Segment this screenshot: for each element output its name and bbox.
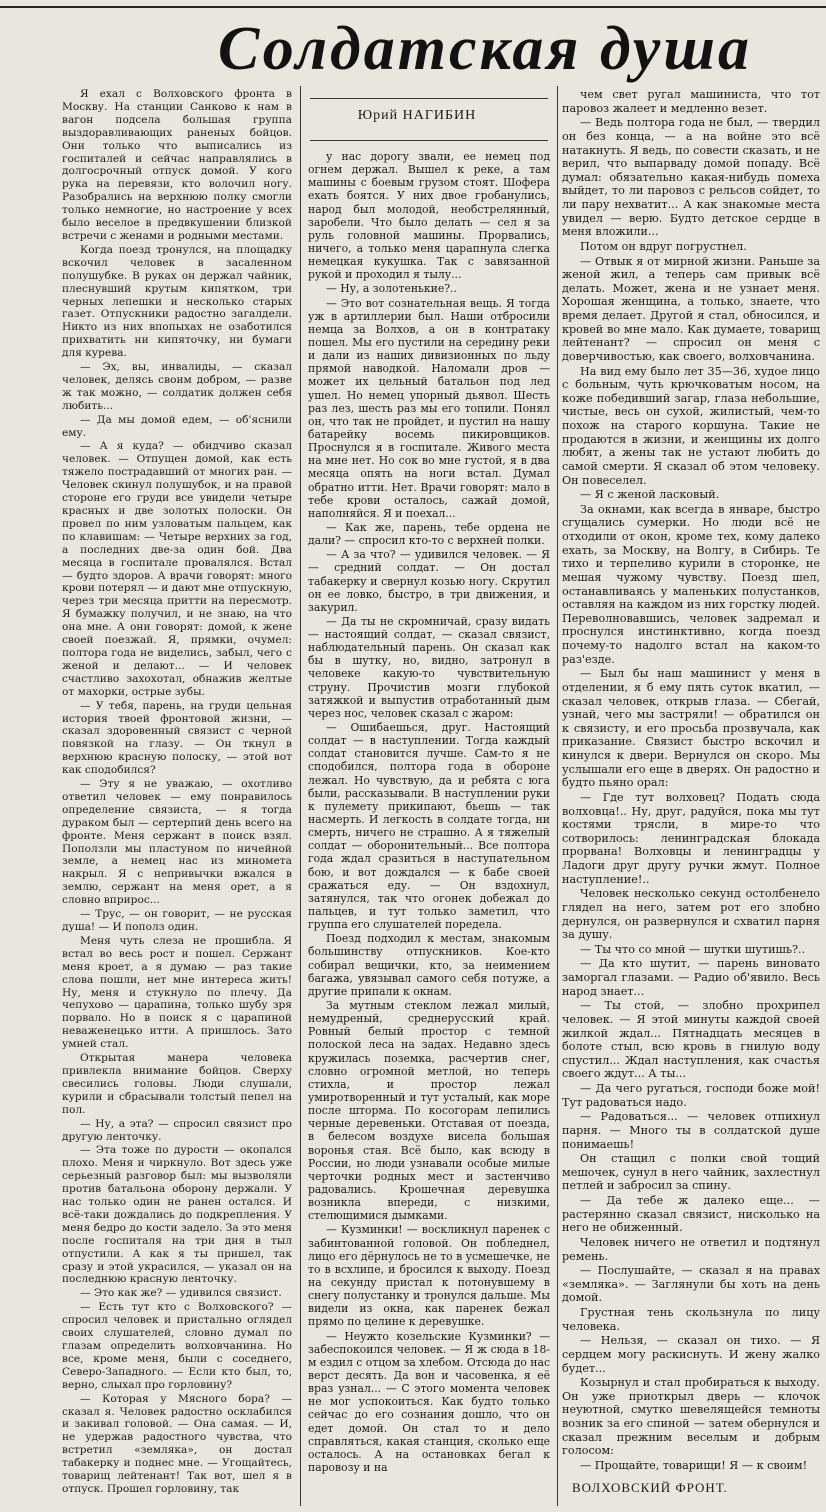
paragraph: — Ведь полтора года не был, — твердил он без конца, — а на войне это всё натакнуть. Я ведь, по совести сказать, и не верил, что выпарваду домой попаду. Всё думал: обязательно какая-нибудь помеха выйдет, то ли паровоз с рельсов сойдет, то ли пару нехватит... А как знакомые места увидел — верю. Будто детское сердце в меня вложили... xyxy=(562,116,820,239)
paragraph: — Где тут волховец? Подать сюда волховца!.. Ну, друг, радуйся, пока мы тут костями трясли, в мире-то что сотворилось: ленинградская блокада прорвана! Волховцы и ленинградцы у Ладоги друг другу ручки жмут. Полное наступление!.. xyxy=(562,790,820,886)
paragraph: — У тебя, парень, на груди цельная история твоей фронтовой жизни, — сказал здоровенный связист с черной повязкой на глазу. — Он ткнул в верхнюю красную полоску, — этой вот как сподобился? xyxy=(62,699,292,777)
paragraph: — Которая у Мясного бора? — сказал я. Человек радостно осклабился и закивал головой. — Она самая. — И, не удержав радостного чувства, что встретил «земляка», он достал табакерку и поднес мне. — Угощайтесь, товарищ лейтенант! Так вот, шел я в отпуск. Прошел горловину, так xyxy=(62,1392,292,1495)
paragraph: За окнами, как всегда в январе, быстро сгущались сумерки. Но люди всё не отходили от окон, кроме тех, кому далеко ехать, за Москву, на Волгу, в Сибирь. Те тихо и терпеливо курили в сторонке, не мешая чужому чувству. Поезд шел, останавливаясь у маленьких полустанков, оставляя на каждом из них горстку людей. Переволновавшись, человек задремал и проснулся инстинктивно, когда поезд почему-то надолго встал на каком-то раз'езде. xyxy=(562,502,820,666)
paragraph: Он стащил с полки свой тощий мешочек, сунул в него чайник, захлестнул петлей и забросил за спину. xyxy=(562,1152,820,1193)
paragraph: Потом он вдруг погрустнел. xyxy=(580,239,747,253)
paragraph: Человек ничего не ответил и подтянул ремень. xyxy=(562,1235,820,1263)
paragraph: — Да тебе ж далеко еще... — растерянно сказал связист, нисколько на него не обиженный. xyxy=(562,1194,820,1235)
paragraph: За мутным стеклом лежал милый, немудреный, среднерусский край. Ровный белый простор с темной полоской леса на задах. Недавно здесь кружилась поземка, расчертив снег, словно огромной метлой, но теперь стихла, и простор лежал умиротворенный и тут усталый, как море после шторма. По косогорам лепились черные деревеньки. Отставая от поезда, в белесом воздухе висела большая воронья стая. Всё было, как всюду в России, но люди узнавали особые милые черточки родных мест и застенчиво радовались. Крошечная деревушка возникла впереди, с низкими, стелющимися дымками. xyxy=(308,999,550,1223)
paragraph: — А за что? — удивился человек. — Я — средний солдат. — Он достал табакерку и свернул козью ногу. Скрутил он ее ловко, быстро, в три движения, и закурил. xyxy=(308,548,550,614)
column-middle xyxy=(308,150,550,1508)
paragraph: — Послушайте, — сказал я на правах «земляка». — Заглянули бы хоть на день домой. xyxy=(562,1264,820,1305)
paragraph: Козырнул и стал пробираться к выходу. Он уже приоткрыл дверь — клочок неуютной, смутко шевелящейся темноты возник за его спиной — затем обернулся и сказал прежним веселым и добрым голосом: xyxy=(562,1376,820,1458)
paragraph: — Я с женой ласковый. xyxy=(580,488,720,502)
paragraph: На вид ему было лет 35—36, худое лицо с больным, чуть крючковатым носом, на коже победивший загар, глаза небольшие, чистые, весь он сухой, жилистый, чем-то похож на старого коршуна. Такие не продаются в жизни, и женщины их долго любят, а жены так не устают любить до самой смерти. Я сказал об этом человеку. Он повеселел. xyxy=(562,364,820,487)
paragraph: — Ты что со мной — шутки шутишь?.. xyxy=(580,942,806,956)
column-rule-right xyxy=(557,86,558,1506)
paragraph: — Да мы домой едем, — об'яснили ему. xyxy=(62,413,292,439)
paragraph: у нас дорогу звали, ее немец под огнем держал. Вышел к реке, а там машины с боевым грузом стоят. Шофера ехать боятся. У них двое гробанулись, народ был молодой, необстрелянный, заробели. Что было делать — сел я за руль головной машины. Прорвались, ничего, а только меня царапнула слегка немецкая кукушка. Так с завязанной рукой и проходил я тылу... xyxy=(308,150,550,282)
paragraph: чем свет ругал машиниста, что тот паровоз жалеет и медленно везет. xyxy=(562,88,820,115)
author-rule-bottom xyxy=(310,140,548,141)
paragraph: Поезд подходил к местам, знакомым большинству отпускников. Кое-кто собирал вещички, кто, за неимением багажа, увязывал самого себя потуже, а другие припали к окнам. xyxy=(308,932,550,998)
column-right xyxy=(562,88,820,1476)
paragraph: — Трус, — он говорит, — не русская душа! — И пополз один. xyxy=(62,908,292,933)
paragraph: — Прощайте, товарищи! Я — к своим! xyxy=(580,1458,808,1472)
paragraph: Я ехал с Волховского фронта в Москву. На станции Санково к нам в вагон подсела большая группа выздоравливающих раненых бойцов. Они только что выписались из госпиталей и сейчас направлялись в долгосрочный отпуск домой. У кого рука на перевязи, кто волочил ногу. Разобрались на верхнюю полку смогли только немногие, но настроение у всех было веселое в предвкушении близкой встречи с женами и родными местами. xyxy=(62,88,292,242)
column-rule-left xyxy=(300,86,301,1506)
paragraph: — Да чего ругаться, господи боже мой! Тут радоваться надо. xyxy=(562,1082,820,1109)
paragraph: Грустная тень скользнула по лицу человека. xyxy=(562,1306,820,1333)
paragraph: — Это вот сознательная вещь. Я тогда уж в артиллерии был. Наши отбросили немца за Волхов, а он в контратаку пошел. Мы его пустили на середину реки и дали из наших дивизионных по льду прямой наводкой. Наломали дров — может их цельный батальон под лед ушел. Но немец упорный дьявол. Шесть раз лез, шесть раз мы его топили. Понял он, что так не пройдет, и пустил на нашу батарейку восемь пикировщиков. Проснулся я в госпитале. Живого места на мне нет. Но сок во мне густой, я в два месяца опять на ноги встал. Думал обратно итти. Нет. Врачи говорят: мало в тебе крови осталось, сажай домой, наполняйся. Я и поехал... xyxy=(308,296,550,520)
paragraph: — Ошибаешься, друг. Настоящий солдат — в наступлении. Тогда каждый солдат становится лучше. Сам-то я не сподобился, полтора года в обороне лежал. Но чувствую, да и ребята с юга были, рассказывали. В наступлении руки к пулемету прикипают, бьешь — так насмерть. И легкость в солдате тогда, ни смерть, ничего не страшно. А я тяжелый солдат — оборонительный... Все полтора года ждал сразиться в наступательном бою, и вот дождался — к бабе своей сражаться еду. — Он вздохнул, затянулся, так что огонек добежал до пальцев, и тут только заметил, что группа его слушателей поредела. xyxy=(308,721,550,932)
paragraph: Меня чуть слеза не прошибла. Я встал во весь рост и пошел. Сержант меня кроет, а я думаю — раз такие слова пошли, нет мне интереса жить! Ну, меня и стукнуло по плечу. Да чепухово — царапина, только шубу зря порвало. Но в поиск я с царапиной неваженецько итти. А пришлось. Зато умней стал. xyxy=(62,934,292,1051)
paragraph: — Эх, вы, инвалиды, — сказал человек, делясь своим добром, — разве ж так можно, — солдатик должен себя любить... xyxy=(62,361,292,412)
paragraph: — Есть тут кто с Волховского? — спросил человек и пристально оглядел своих слушателей, словно думал по глазам определить волховчанина. Но все, кроме меня, были с соседнего, Северо-Западного. — Если кто был, то, верно, слыхал про горловину? xyxy=(62,1301,292,1391)
author-rule-top xyxy=(310,98,548,99)
paragraph: — Ты стой, — злобно прохрипел человек. — Я этой минуты каждой своей жилкой ждал... Пятнадцать месяцев в болоте стыл, всю кровь в гнилую воду спустил... Ждал наступления, как счастья своего ждут... А ты... xyxy=(562,999,820,1081)
paragraph: — Эту я не уважаю, — охотливо ответил человек — ему понравилось определение связиста, — я тогда дураком был — сертерпий день всего на фронте. Меня сержант в поиск взял. Поползли мы пластуном по ничейной земле, а немец нас из миномета накрыл. Я с непривычки вжался в землю, сержант на меня орет, а я словно вприрос... xyxy=(62,778,292,907)
paragraph: — Неужто козельские Кузминки? — забеспокоился человек. — Я ж сюда в 18-м ездил с отцом за хлебом. Отсюда до нас верст десять. Да вон и часовенка, я её враз узнал... — С этого момента человек не мог успокоиться. Как будто только сейчас до его сознания дошло, что он едет домой. Он стал то и дело справляться, какая станция, сколько еще осталось. А на остановках бегал к паровозу и на xyxy=(308,1329,550,1474)
paragraph: Открытая манера человека привлекла внимание бойцов. Сверху свесились головы. Люди слушали, курили и сбрасывали толстый пепел на пол. xyxy=(62,1052,292,1116)
paragraph: — Да кто шутит, — парень виновато заморгал глазами. — Радио об'явило. Весь народ знает... xyxy=(562,957,820,998)
article-author: Юрий НАГИБИН xyxy=(357,108,477,123)
paragraph: — Ну, а золотенькие?.. xyxy=(326,282,457,296)
paragraph: — Отвык я от мирной жизни. Раньше за женой жил, а теперь сам привык всё делать. Может, жена и не узнает меня. Хорошая женщина, а только, знаете, что время делает. Другой я стал, обносился, и кровей во мне мало. Как думаете, товарищ лейтенант? — спросил он меня с доверчивостью, как своего, волховчанина. xyxy=(562,254,820,363)
paragraph: — Был бы наш машинист у меня в отделении, я б ему пять суток вкатил, — сказал человек, открыв глаза. — Сбегай, узнай, чего мы застряли! — обратился он к связисту, и его просьба прозвучала, как приказание. Связист быстро вскочил и кинулся к двери. Вернулся он скоро. Мы услышали его еще в дверях. Он радостно и будто пьяно орал: xyxy=(562,667,820,790)
paragraph: — Это как же? — удивился связист. xyxy=(80,1287,282,1300)
paragraph: Когда поезд тронулся, на площадку вскочил человек в засаленном полушубке. В руках он держал чайник, плеснувший крутым кипятком, три черных лепешки и несколько старых газет. Отпускники радостно загалдели. Никто из них впопыхах не озаботился прихватить ни кипяточку, ни бумаги для курева. xyxy=(62,243,292,360)
paragraph: — Кузминки! — воскликнул паренек с забинтованной головой. Он побледнел, лицо его дёрнулось не то в усмешечке, не то в всхлипе, и бросился к выходу. Поезд на секунду пристал к потонувшему в снегу полустанку и тронулся дальше. Мы видели из окна, как паренек бежал прямо по целине к деревушке. xyxy=(308,1223,550,1329)
paragraph: — Нельзя, — сказал он тихо. — Я сердцем могу раскиснуть. И жену жалко будет... xyxy=(562,1334,820,1375)
paragraph: — Эта тоже по дурости — окопался плохо. Меня и чиркнуло. Вот здесь уже серьезный разговор был: мы вызволяли против батальона оборону держали. У нас только один не ранен остался. И всё-таки дождались до подкрепления. У меня бедро до кости задело. За это меня после госпиталя на три дня в тыл отпустили. А как я ты пришел, так сразу и этой украсился, — указал он на последнюю красную ленточку. xyxy=(62,1144,292,1286)
article-signature: ВОЛХОВСКИЙ ФРОНТ. xyxy=(572,1480,728,1495)
paragraph: — Ну, а эта? — спросил связист про другую ленточку. xyxy=(62,1117,292,1143)
paragraph: — Как же, парень, тебе ордена не дали? — спросил кто-то с верхней полки. xyxy=(308,520,550,548)
article-title: Солдатская душа xyxy=(218,15,752,83)
paragraph: Человек несколько секунд остолбенело глядел на него, затем рот его злобно дернулся, он развернулся и схватил парня за душу. xyxy=(562,887,820,942)
column-left xyxy=(62,88,292,1508)
paragraph: — А я куда? — обидчиво сказал человек. — Отпущен домой, как есть тяжело пострадавший от многих ран. — Человек скинул полушубок, и на правой стороне его груди все увидели четыре красных и две золотых полоски. Он провел по ним узловатым пальцем, как по клавишам: — Четыре верхних за год, а последних две-за один бой. Два месяца в госпитале провалялся. Встал — будто здоров. А врачи говорят: много крови потерял — и дают мне отпускную, через три месяца притти на пересмотр. Я бумажку получил, и не знаю, на что она мне. А они говорят: домой, к жене своей поезжай. Я, прямки, очумел: полтора года не виделись, забыл, чего с женой и делают... — И человек счастливо захохотал, обнажив желтые от махорки, острые зубы. xyxy=(62,440,292,698)
paragraph: — Радоваться... — человек отпихнул парня. — Много ты в солдатской душе понимаешь! xyxy=(562,1110,820,1151)
top-rule xyxy=(0,6,826,8)
paragraph: — Да ты не скромничай, сразу видать — настоящий солдат, — сказал связист, наблюдательный парень. Он сказал как бы в шутку, но, видно, затронул в человеке какую-то чувствительную струну. Прочистив мозги глубокой затяжкой и выпустив отработанный дым через нос, человек сказал с жаром: xyxy=(308,614,550,720)
